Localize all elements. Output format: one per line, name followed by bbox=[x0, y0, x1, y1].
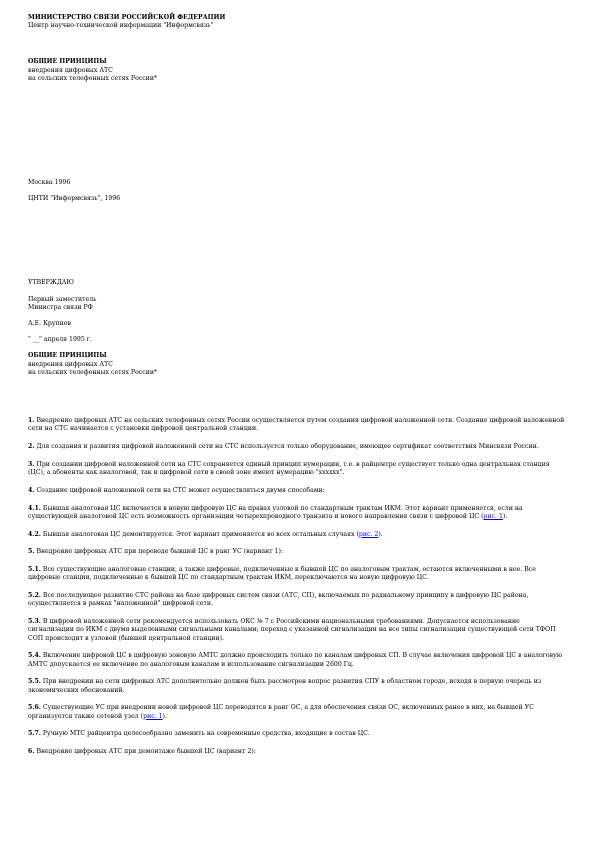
paragraph-number: 5.4. bbox=[28, 652, 41, 660]
paragraph-5 bbox=[28, 548, 566, 556]
paragraph-text-tail: ). bbox=[502, 512, 508, 520]
title-block-bottom bbox=[28, 352, 567, 377]
title-line-3: на сельских телефонных сетях России* bbox=[28, 368, 158, 376]
paragraph-text: Для создания и развития цифровой наложенной сети на СТС используется только оборудование, имеющее сертификат соответствия Минсвязи России. bbox=[36, 443, 539, 451]
imprint-publisher: ЦНТИ "Информсвязь", 1996 bbox=[28, 195, 121, 203]
title-block-top bbox=[28, 58, 567, 83]
title-line-2: внедрения цифровых АТС bbox=[28, 360, 113, 368]
paragraph-text: Ручную МТС райцентра целесообразно заменить на современные средства, входящие в состав ЦС. bbox=[42, 730, 370, 738]
paragraph-5-1 bbox=[28, 566, 566, 582]
paragraph-text: Внедрение цифровых АТС на сельских телефонных сетях России осуществляется путем создания цифровой наложенной сети. Создание цифровой наложенной сети на СТС начинается с установки цифровой центральной станции. bbox=[28, 417, 565, 433]
paragraph-text-tail: ). bbox=[378, 530, 383, 538]
paragraph-5-6 bbox=[28, 704, 566, 720]
paragraph-text: Создание цифровой наложенной сети на СТС может осуществляться двумя способами: bbox=[36, 486, 325, 494]
paragraph-5-4 bbox=[28, 652, 566, 668]
ministry-title: МИНИСТЕРСТВО СВЯЗИ РОССИЙСКОЙ ФЕДЕРАЦИИ bbox=[28, 14, 226, 21]
paragraph-text: Внедрение цифровых АТС при демонтаже бывшей ЦС (вариант 2): bbox=[36, 748, 256, 756]
paragraph-text: Бывшая аналоговая ЦС демонтируется. Этот вариант применяется во всех остальных случаях ( bbox=[42, 530, 359, 538]
paragraph-5-3 bbox=[28, 618, 566, 643]
paragraph-2 bbox=[28, 443, 566, 451]
approval-block bbox=[28, 279, 567, 344]
paragraph-5-2 bbox=[28, 592, 566, 608]
center-name: Центр научно-технической информации "Информсвязь" bbox=[28, 22, 214, 30]
paragraph-1 bbox=[28, 417, 566, 433]
paragraph-text-tail: ). bbox=[162, 712, 167, 720]
body-paragraphs bbox=[28, 417, 567, 756]
title-line-3: на сельских телефонных сетях России* bbox=[28, 74, 158, 82]
paragraph-text: В цифровой наложенной сети рекомендуется использовать ОКС № 7 с Российскими национальными требованиями. Допускается использование сигнализации по ИКМ с двумя выделенными сигнальными каналами; переход с указанной сигнализации на все типы сигнализации существующей сети ТФОП СОП происходит в узловой (бывшей центральной станции). bbox=[28, 618, 556, 642]
figure-link-fig1[interactable]: рис. 1 bbox=[143, 712, 163, 720]
paragraph-number: 6. bbox=[28, 748, 35, 756]
paragraph-4-2 bbox=[28, 531, 566, 539]
paragraph-number: 5.6. bbox=[28, 704, 41, 712]
paragraph-number: 5.5. bbox=[28, 678, 41, 686]
figure-link-fig1[interactable]: рис. 1 bbox=[483, 512, 503, 520]
paragraph-number: 5.1. bbox=[28, 566, 41, 574]
paragraph-text: Включение цифровой ЦС в цифровую зоновую АМТС должно происходить только по каналам цифровых СП. В случае включения цифровой ЦС в аналоговую АМТС допускается ее включение по аналоговым каналам и использование сигнализации 2600 Гц. bbox=[28, 652, 563, 668]
approval-position-1: Первый заместитель bbox=[28, 295, 97, 303]
paragraph-number: 5.2. bbox=[28, 592, 41, 600]
paragraph-text: Бывшая аналоговая ЦС включается в новую цифровую ЦС на правах узловой по стандартным трактам ИКМ. Этот вариант применяется, если на существующей аналоговой ЦС есть возможность организации четырехпроводного транзита и нового направления связи с цифровой ЦС ( bbox=[28, 504, 523, 520]
paragraph-number: 3. bbox=[28, 460, 35, 468]
paragraph-number: 1. bbox=[28, 417, 35, 425]
approval-heading: УТВЕРЖДАЮ bbox=[28, 279, 74, 287]
paragraph-5-7 bbox=[28, 730, 566, 738]
paragraph-number: 5.7. bbox=[28, 730, 41, 738]
paragraph-number: 4.1. bbox=[28, 504, 41, 512]
approval-date: " __" апреля 1995 г. bbox=[28, 336, 92, 344]
title-line-1: ОБЩИЕ ПРИНЦИПЫ bbox=[28, 352, 107, 360]
paragraph-number: 4.2. bbox=[28, 530, 41, 538]
imprint-city-year: Москва 1996 bbox=[28, 179, 71, 187]
paragraph-text: При внедрении на сети цифровых АТС дополнительно должен быть рассмотрен вопрос развития СПУ в областном городе, исходя в первую очередь из экономических обоснований. bbox=[28, 678, 542, 694]
paragraph-6 bbox=[28, 748, 566, 756]
paragraph-number: 2. bbox=[28, 443, 35, 451]
paragraph-number: 4. bbox=[28, 486, 35, 494]
paragraph-5-5 bbox=[28, 678, 566, 694]
paragraph-number: 5. bbox=[28, 548, 35, 556]
title-line-1: ОБЩИЕ ПРИНЦИПЫ bbox=[28, 58, 107, 66]
approval-position-2: Министра связи РФ bbox=[28, 303, 93, 311]
approval-signatory: А.Е. Крупнов bbox=[28, 320, 71, 328]
paragraph-text: При создании цифровой наложенной сети на СТС сохраняется единый принцип нумерации, т.е. в райцентре существует только одна центральная станция (ЦС), а абоненты как аналоговой, так и цифровой сети в своей зоне имеют нумерацию "xxxxxx". bbox=[28, 460, 550, 477]
paragraph-text: Все существующие аналоговые станции, а также цифровые, подключенные к бывшей ЦС по аналоговым трактам, остаются включенными в нее. Все цифровые станции, подключенные к бывшей ЦС по стандартным трактам ИКМ, переключаются на новую цифровую ЦС. bbox=[28, 566, 536, 582]
paragraph-text: Все последующее развитие СТС района на базе цифровых систем связи (АТС, СП), включаемых по радиальному принципу в цифровую ЦС района, осуществляется в рамках "наложенной" цифровой сети. bbox=[28, 592, 529, 608]
figure-link-fig2[interactable]: рис. 2 bbox=[358, 530, 379, 538]
paragraph-text: Существующие УС при внедрении новой цифровой ЦС переводятся в ранг ОС, а для обеспечения связи ОС, включенных ранее в них, на бывшей УС организуется также сетевой узел ( bbox=[28, 704, 534, 720]
paragraph-4-1 bbox=[28, 505, 566, 521]
paragraph-4 bbox=[28, 487, 566, 495]
paragraph-3 bbox=[28, 461, 566, 477]
paragraph-text: Внедрение цифровых АТС при переводе бывшей ЦС в ранг УС (вариант 1): bbox=[36, 548, 283, 556]
paragraph-number: 5.3. bbox=[28, 618, 41, 626]
title-line-2: внедрения цифровых АТС bbox=[28, 66, 113, 74]
